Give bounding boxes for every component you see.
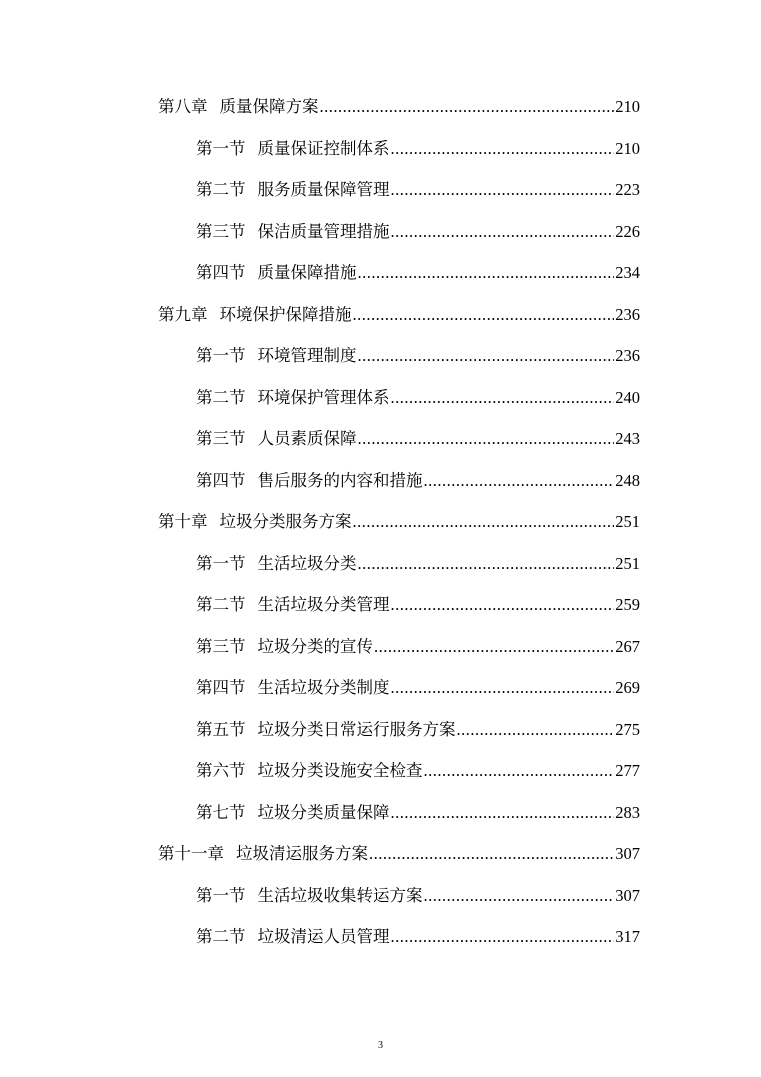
toc-entry-number: 第三节 — [196, 221, 246, 241]
toc-entry-number: 第四节 — [196, 678, 246, 697]
toc-entry-page: 307 — [615, 844, 640, 863]
toc-entry-page: 248 — [615, 470, 640, 490]
toc-entry-title: 垃圾清运服务方案 — [236, 844, 368, 863]
toc-entry-page: 307 — [615, 885, 640, 905]
toc-entry-number: 第九章 — [158, 304, 208, 324]
toc-entry-number: 第六节 — [196, 761, 246, 780]
toc-section-entry[interactable] — [196, 922, 640, 952]
toc-entry-title: 生活垃圾收集转运方案 — [257, 885, 423, 905]
toc-entry-page: 240 — [615, 387, 640, 407]
toc-entry-title: 服务质量保障管理 — [257, 180, 390, 199]
dot-leader — [391, 673, 615, 703]
toc-entry-title: 垃圾分类设施安全检查 — [257, 761, 423, 780]
dot-leader — [424, 756, 615, 786]
toc-entry-number: 第二节 — [196, 180, 246, 199]
toc-entry-page: 259 — [615, 595, 640, 614]
toc-section-entry[interactable] — [196, 466, 640, 496]
toc-entry-number: 第二节 — [196, 927, 246, 946]
dot-leader — [424, 466, 615, 496]
dot-leader — [320, 92, 615, 122]
toc-entry-page: 269 — [615, 678, 640, 697]
toc-entry-number: 第三节 — [196, 636, 246, 656]
dot-leader — [424, 881, 615, 911]
toc-entry-page: 275 — [615, 719, 640, 739]
toc-entry-page: 283 — [615, 802, 640, 822]
toc-section-entry[interactable] — [196, 798, 640, 828]
toc-section-entry[interactable] — [196, 549, 640, 579]
toc-entry-page: 267 — [615, 636, 640, 656]
dot-leader — [391, 134, 615, 164]
toc-chapter-entry[interactable] — [158, 300, 640, 330]
dot-leader — [374, 632, 614, 662]
toc-entry-number: 第八章 — [158, 97, 208, 116]
dot-leader — [391, 217, 615, 247]
toc-chapter-entry[interactable] — [158, 839, 640, 869]
toc-entry-title: 环境保护管理体系 — [257, 387, 390, 407]
toc-entry-title: 人员素质保障 — [257, 429, 357, 448]
toc-section-entry[interactable] — [196, 383, 640, 413]
toc-entry-title: 生活垃圾分类 — [257, 553, 357, 573]
toc-entry-number: 第十一章 — [158, 844, 224, 863]
dot-leader — [457, 715, 615, 745]
toc-section-entry[interactable] — [196, 175, 640, 205]
toc-section-entry[interactable] — [196, 341, 640, 371]
toc-chapter-entry[interactable] — [158, 507, 640, 537]
toc-section-entry[interactable] — [196, 590, 640, 620]
toc-section-entry[interactable] — [196, 258, 640, 288]
toc-entry-page: 236 — [615, 304, 640, 324]
page-number: 3 — [378, 1040, 383, 1051]
toc-entry-page: 226 — [615, 221, 640, 241]
dot-leader — [353, 300, 615, 330]
toc-entry-title: 垃圾分类日常运行服务方案 — [257, 719, 456, 739]
dot-leader — [358, 258, 615, 288]
dot-leader — [391, 922, 615, 952]
dot-leader — [391, 383, 615, 413]
toc-entry-number: 第十章 — [158, 512, 208, 531]
toc-entry-page: 223 — [615, 180, 640, 199]
toc-section-entry[interactable] — [196, 673, 640, 703]
toc-entry-number: 第二节 — [196, 387, 246, 407]
toc-entry-number: 第一节 — [196, 553, 246, 573]
dot-leader — [358, 424, 615, 454]
toc-entry-number: 第一节 — [196, 346, 246, 365]
toc-section-entry[interactable] — [196, 424, 640, 454]
toc-entry-page: 236 — [615, 346, 640, 365]
toc-entry-number: 第二节 — [196, 595, 246, 614]
toc-entry-number: 第五节 — [196, 719, 246, 739]
toc-entry-number: 第四节 — [196, 470, 246, 490]
toc-section-entry[interactable] — [196, 134, 640, 164]
toc-entry-title: 环境保护保障措施 — [219, 304, 352, 324]
toc-entry-title: 质量保证控制体系 — [257, 138, 390, 158]
toc-entry-title: 生活垃圾分类制度 — [257, 678, 390, 697]
toc-section-entry[interactable] — [196, 756, 640, 786]
toc-chapter-entry[interactable] — [158, 92, 640, 122]
dot-leader — [358, 341, 615, 371]
toc-entry-title: 垃圾分类的宣传 — [257, 636, 373, 656]
toc-entry-page: 210 — [615, 97, 640, 116]
toc-entry-page: 317 — [615, 927, 640, 946]
toc-entry-number: 第四节 — [196, 263, 246, 282]
toc-entry-page: 251 — [615, 553, 640, 573]
toc-section-entry[interactable] — [196, 881, 640, 911]
dot-leader — [391, 590, 615, 620]
toc-entry-title: 质量保障措施 — [257, 263, 357, 282]
toc-entry-page: 210 — [615, 138, 640, 158]
toc-entry-number: 第一节 — [196, 885, 246, 905]
toc-entry-page: 277 — [615, 761, 640, 780]
dot-leader — [391, 798, 615, 828]
dot-leader — [391, 175, 615, 205]
toc-entry-title: 垃圾分类服务方案 — [219, 512, 352, 531]
toc-entry-number: 第三节 — [196, 429, 246, 448]
dot-leader — [353, 507, 615, 537]
toc-entry-page: 234 — [615, 263, 640, 282]
toc-entry-title: 生活垃圾分类管理 — [257, 595, 390, 614]
toc-entry-title: 售后服务的内容和措施 — [257, 470, 423, 490]
toc-section-entry[interactable] — [196, 632, 640, 662]
toc-entry-title: 保洁质量管理措施 — [257, 221, 390, 241]
toc-entry-page: 251 — [615, 512, 640, 531]
toc-section-entry[interactable] — [196, 217, 640, 247]
toc-entry-number: 第七节 — [196, 802, 246, 822]
toc-entry-number: 第一节 — [196, 138, 246, 158]
toc-section-entry[interactable] — [196, 715, 640, 745]
toc-entry-title: 垃圾清运人员管理 — [257, 927, 390, 946]
toc-entry-title: 质量保障方案 — [219, 97, 319, 116]
toc-entry-title: 环境管理制度 — [257, 346, 357, 365]
toc-entry-page: 243 — [615, 429, 640, 448]
toc-entry-title: 垃圾分类质量保障 — [257, 802, 390, 822]
dot-leader — [369, 839, 614, 869]
dot-leader — [358, 549, 615, 579]
